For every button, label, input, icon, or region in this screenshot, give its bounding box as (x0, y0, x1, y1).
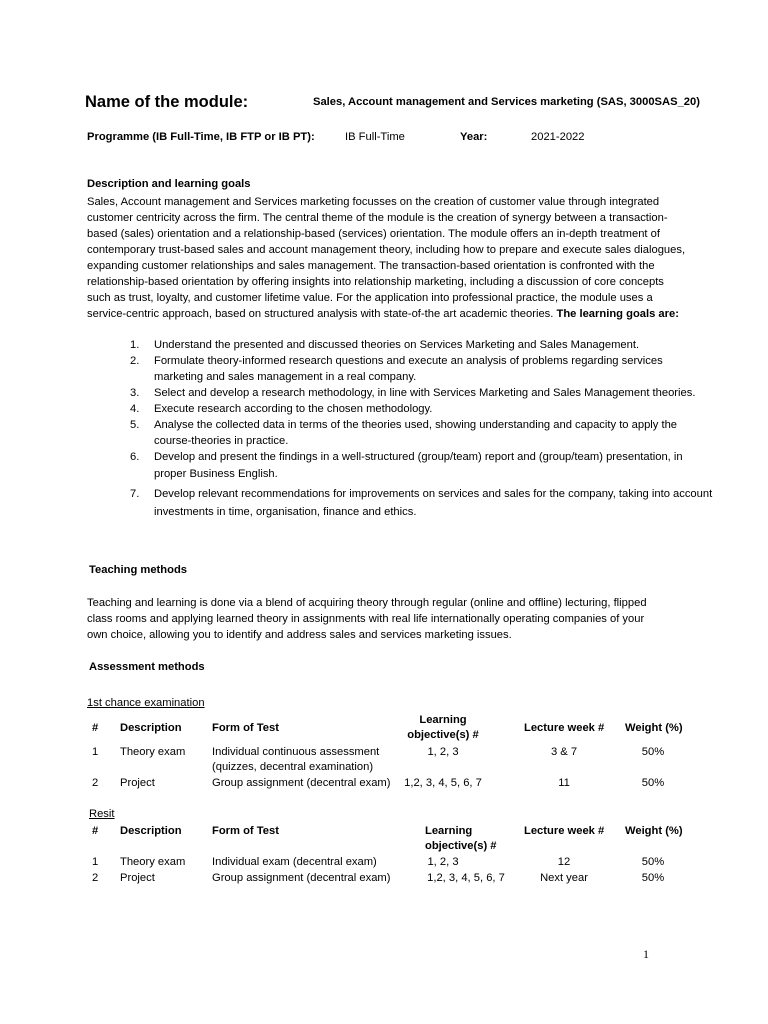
description-line: based (sales) orientation and a relationship-based (services) orientation. The module offers an in-depth treatment of (87, 228, 660, 240)
description-line: Sales, Account management and Services marketing focusses on the creation of customer value through integrated (87, 196, 660, 208)
col-header-objectives: Learning objective(s) # (407, 714, 479, 741)
col-header-form: Form of Test (212, 722, 279, 734)
description-line: relationship-based orientation by offering insights into relationship marketing, including a discussion of core concepts (87, 276, 664, 288)
col-header-weight: Weight (%) (625, 825, 683, 837)
learning-goal: 3. Select and develop a research methodology, in line with Services Marketing and Sales Management theories. (130, 387, 696, 399)
teaching-line: Teaching and learning is done via a blend of acquiring theory through regular (online and offline) lecturing, flipped (87, 597, 647, 609)
col-header-num: # (92, 825, 99, 837)
learning-goal: 2. Formulate theory-informed research questions and execute an analysis of problems regarding services marketing and sales management in a real company. (130, 355, 663, 383)
year-value: 2021-2022 (531, 131, 585, 143)
module-value: Sales, Account management and Services marketing (SAS, 3000SAS_20) (313, 96, 700, 108)
col-header-objectives: Learning objective(s) # (425, 825, 497, 852)
programme-value: IB Full-Time (345, 131, 405, 143)
learning-goals-intro: The learning goals are: (556, 308, 679, 320)
first-chance-label: 1st chance examination (87, 697, 205, 709)
col-header-weight: Weight (%) (625, 722, 683, 734)
learning-goal: 4. Execute research according to the chosen methodology. (130, 403, 433, 415)
teaching-heading: Teaching methods (89, 564, 188, 576)
learning-goal: 7. Develop relevant recommendations for improvements on services and sales for the company, taking into account investments in time, organisation, finance and ethics. (130, 488, 713, 518)
assessment-heading: Assessment methods (89, 661, 205, 673)
description-line: expanding customer relationships and sales management. The transaction-based orientation is confronted with the (87, 260, 655, 272)
description-line: customer centricity across the firm. The central theme of the module is the creation of synergy between a transaction- (87, 212, 668, 224)
description-line: contemporary trust-based sales and account management theory, including how to prepare and execute sales dialogues, (87, 244, 686, 256)
teaching-line: class rooms and applying learned theory in assignments with real life internationally operating companies of your (87, 613, 645, 625)
col-header-week: Lecture week # (524, 825, 605, 837)
teaching-paragraph (87, 595, 687, 643)
teaching-line: own choice, allowing you to identify and address sales and services marketing issues. (87, 629, 512, 641)
description-line: such as trust, loyalty, and customer lifetime value. For the application into professional practice, the module uses a (87, 292, 653, 304)
col-header-form: Form of Test (212, 825, 279, 837)
learning-goal: 6. Develop and present the findings in a well-structured (group/team) report and (group/team) presentation, in proper Business English. (130, 451, 683, 480)
description-line (87, 306, 687, 322)
description-heading: Description and learning goals (87, 178, 251, 190)
year-label: Year: (460, 131, 488, 143)
module-label: Name of the module: (85, 93, 249, 111)
document-page: Name of the module: Sales, Account management and Services marketing (SAS, 3000SAS_20) Programme (IB Full-Time, IB FTP or IB PT): IB Full-Time Year: 2021-2022 Description and learning goals Sales, Account management and Services marketing focusses on the creation of customer value through integrated customer centricity across the firm. The central theme of the module is the creation of synergy between a transaction- based (sales) orientation and a relationship-based (services) orientation. The module offers an in-depth treatment of contemporary trust-based sales and account management theory, including how to prepare and execute sales dialogues, expanding customer relationships and sales management. The transaction-based orientation is confronted with the relationship-based orientation by offering insights into relationship marketing, including a discussion of core concepts such as trust, loyalty, and customer lifetime value. For the application into professional practice, the module uses a service-centric approach, based on structured analysis with state-of-the art academic theories. The learning goals are: 1. Understand the presented and discussed theories on Services Marketing and Sales Management. 2. Formulate theory-informed research questions and execute an analysis of problems regarding services marketing and sales management in a real company. 3. Select and develop a research methodology, in line with Services Marketing and Sales Management theories. 4. Execute research according to the chosen methodology. 5. Analyse the collected data in terms of the theories used, showing understanding and capacity to apply the course-theories in practice. 6. Develop and present the findings in a well-structured (group/team) report and (group/team) presentation, in proper Business English. 7. Develop relevant recommendations for improvements on services and sales for the company, taking into account investments in time, organisation, finance and ethics. Teaching methods Teaching and learning is done via a blend of acquiring theory through regular (online and offline) lecturing, flipped class rooms and applying learned theory in assignments with real life internationally operating companies of your own choice, allowing you to identify and address sales and services marketing issues. Assessment methods 1st chance examination # Description Form of Test Learning objective(s) # Lecture week # Weight (%) 1 Theory exam Individual continuous assessment (quizzes, decentral examination) 1, 2, 3 3 & 7 50% 2 Project Group assignment (decentral exam) 1,2, 3, 4, 5, 6, 7 11 50% Resit # Description Form of Test Learning objective(s) # Lecture week # Weight (%) 1 Theory exam Individual exam (decentral exam) 1, 2, 3 12 50% 2 Project Group assignment (decentral exam) 1,2, 3, 4, 5, 6, 7 Next year 50% 1 (85, 93, 713, 961)
description-paragraph (87, 194, 687, 322)
learning-goals-list (130, 337, 712, 521)
resit-label: Resit (89, 808, 115, 820)
col-header-description: Description (120, 825, 182, 837)
col-header-week: Lecture week # (524, 722, 605, 734)
description-last-line: service-centric approach, based on structured analysis with state-of-the art academic theories. (87, 308, 554, 320)
col-header-description: Description (120, 722, 182, 734)
learning-goal: 1. Understand the presented and discussed theories on Services Marketing and Sales Management. (130, 339, 640, 351)
programme-label: Programme (IB Full-Time, IB FTP or IB PT): (87, 131, 315, 143)
learning-goal: 5. Analyse the collected data in terms of the theories used, showing understanding and capacity to apply the course-theories in practice. (130, 419, 678, 447)
page-number: 1 (643, 947, 649, 961)
col-header-num: # (92, 722, 99, 734)
